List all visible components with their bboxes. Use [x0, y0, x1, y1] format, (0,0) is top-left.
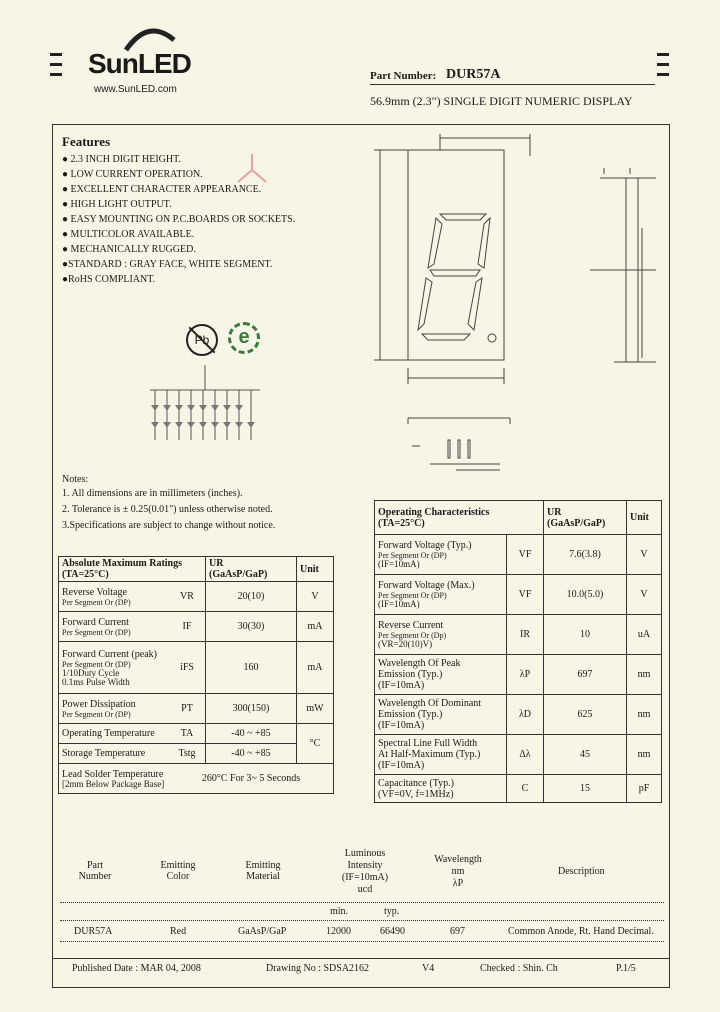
- op-row-val: 697: [544, 655, 627, 695]
- abs-header-unit: Unit: [297, 557, 334, 582]
- op-row-line: (IF=10mA): [378, 559, 420, 569]
- sel-header-line: Number: [78, 871, 112, 882]
- rohs-e-icon-label: e: [238, 326, 250, 348]
- op-row-unit: V: [627, 535, 662, 575]
- op-row-line: (VR=20(10)V): [378, 639, 433, 649]
- sel-header-line: Intensity: [347, 860, 383, 871]
- abs-row-sub: Per Segment Or (DP): [62, 597, 131, 607]
- sel-divider: [60, 920, 664, 921]
- op-row-line: Wavelength Of Peak: [378, 658, 461, 669]
- op-header-ur-label: UR: [547, 506, 562, 518]
- sel-row-typ: 66490: [380, 926, 405, 937]
- abs-row-val: -40 ~ +85: [206, 744, 297, 764]
- sel-divider: [60, 902, 664, 903]
- abs-row-sym: iFS: [169, 642, 206, 694]
- op-row-line: Forward Voltage (Max.): [378, 580, 475, 591]
- corner-mark-right: [657, 63, 669, 66]
- abs-row-unit: mW: [297, 694, 334, 724]
- footer-divider: [52, 958, 670, 959]
- op-row-param: [375, 655, 507, 695]
- sel-header-line: nm: [451, 866, 465, 877]
- footer-checked: Checked : Shin. Ch: [480, 963, 558, 974]
- abs-row-sym: PT: [169, 694, 206, 724]
- abs-row-sub: Per Segment Or (DP): [62, 627, 131, 637]
- sel-header-line: Emitting: [160, 860, 196, 871]
- abs-row-name: Reverse Voltage: [62, 586, 127, 598]
- op-row-line: Wavelength Of Dominant: [378, 698, 482, 709]
- op-row-unit: V: [627, 575, 662, 615]
- feature-item: ● 2.3 INCH DIGIT HEIGHT.: [62, 154, 181, 165]
- feature-item: ● LOW CURRENT OPERATION.: [62, 169, 203, 180]
- op-row-val: 10: [544, 615, 627, 655]
- sel-header-material: [236, 860, 290, 882]
- abs-header-ur: [206, 557, 297, 582]
- abs-row-val: 260°C For 3~ 5 Seconds: [169, 764, 334, 794]
- op-row-line: Emission (Typ.): [378, 669, 443, 680]
- abs-row-sym: IF: [169, 612, 206, 642]
- feature-item: ●RoHS COMPLIANT.: [62, 274, 156, 285]
- abs-row-val: -40 ~ +85: [206, 724, 297, 744]
- notes-title: Notes:: [62, 474, 89, 485]
- footer-drawing-number: Drawing No : SDSA2162: [266, 963, 370, 974]
- abs-row-param: Storage Temperature: [59, 744, 170, 764]
- op-row-param: [375, 535, 507, 575]
- abs-row-unit: mA: [297, 612, 334, 642]
- abs-row-val: 300(150): [206, 694, 297, 724]
- sel-header-part: [70, 860, 120, 882]
- abs-row-sub: 0.1ms Pulse Width: [62, 676, 130, 687]
- abs-row-param: [59, 612, 170, 642]
- op-row-val: 10.0(5.0): [544, 575, 627, 615]
- op-row-line: Per Segment Or (DP): [378, 591, 447, 600]
- absolute-max-ratings-table: [58, 556, 334, 794]
- abs-row-name: Forward Current: [62, 616, 129, 628]
- op-row-sym: λD: [507, 695, 544, 735]
- sel-header-typ: typ.: [384, 906, 400, 917]
- abs-header-title: Absolute Maximum Ratings: [62, 558, 183, 569]
- op-row-line: Per Segment Or (DP): [378, 551, 447, 560]
- op-row-sym: VF: [507, 535, 544, 575]
- op-row-sym: IR: [507, 615, 544, 655]
- corner-mark-left: [50, 53, 62, 56]
- op-row-param: [375, 735, 507, 775]
- note-item: 1. All dimensions are in millimeters (inches).: [62, 488, 243, 499]
- sel-header-line: Emitting: [245, 860, 281, 871]
- sel-header-min: min.: [330, 906, 349, 917]
- sel-header-wavelength: [428, 854, 488, 890]
- feature-item: ● HIGH LIGHT OUTPUT.: [62, 199, 172, 210]
- op-row-sym: λP: [507, 655, 544, 695]
- operating-characteristics-table: [374, 500, 662, 803]
- abs-header-material: (GaAsP/GaP): [209, 569, 268, 580]
- abs-row-param: [59, 694, 170, 724]
- abs-row-name: Lead Solder Temperature: [62, 768, 164, 780]
- corner-mark-right: [657, 73, 669, 76]
- abs-row-unit: V: [297, 582, 334, 612]
- feature-item: ● EXCELLENT CHARACTER APPEARANCE.: [62, 184, 262, 195]
- abs-row-name: Forward Current (peak): [62, 648, 157, 660]
- op-header-title: Operating Characteristics: [378, 506, 490, 518]
- op-row-unit: nm: [627, 695, 662, 735]
- abs-row-sym: Tstg: [169, 744, 206, 764]
- abs-row-unit: mA: [297, 642, 334, 694]
- op-row-sym: VF: [507, 575, 544, 615]
- abs-row-name: Power Dissipation: [62, 698, 136, 710]
- sel-row-wave: 697: [450, 926, 465, 937]
- sel-row-description: Common Anode, Rt. Hand Decimal.: [508, 926, 654, 937]
- op-row-param: [375, 575, 507, 615]
- op-row-line: (IF=10mA): [378, 680, 425, 691]
- abs-row-sub: [2mm Below Package Base]: [62, 778, 165, 789]
- op-row-line: Capacitance (Typ.): [378, 777, 454, 789]
- sel-row-part: DUR57A: [74, 926, 113, 937]
- abs-header-ur-label: UR: [209, 558, 224, 569]
- sel-header-luminous: [332, 848, 398, 896]
- op-row-line: Emission (Typ.): [378, 709, 443, 720]
- op-row-unit: nm: [627, 655, 662, 695]
- feature-item: ●STANDARD : GRAY FACE, WHITE SEGMENT.: [62, 259, 273, 270]
- op-header-material: (GaAsP/GaP): [547, 517, 606, 529]
- abs-row-sym: VR: [169, 582, 206, 612]
- corner-mark-left: [50, 73, 62, 76]
- feature-item: ● EASY MOUNTING ON P.C.BOARDS OR SOCKETS.: [62, 214, 296, 225]
- op-row-unit: uA: [627, 615, 662, 655]
- abs-row-val: 30(30): [206, 612, 297, 642]
- abs-row-sym: TA: [169, 724, 206, 744]
- op-header-param: [375, 501, 544, 535]
- op-row-sym: C: [507, 775, 544, 803]
- sel-row-material: GaAsP/GaP: [238, 926, 287, 937]
- op-row-line: Spectral Line Full Width: [378, 738, 478, 749]
- abs-row-sub: Per Segment Or (DP): [62, 709, 131, 719]
- corner-mark-left: [50, 63, 62, 66]
- op-row-val: 625: [544, 695, 627, 735]
- op-row-line: Forward Voltage (Typ.): [378, 540, 472, 551]
- sel-divider: [60, 941, 664, 942]
- footer-page-number: P.1/5: [616, 963, 636, 974]
- corner-mark-right: [657, 53, 669, 56]
- sel-header-line: ucd: [357, 884, 373, 895]
- abs-row-param: [59, 582, 170, 612]
- circuit-diagram: [140, 360, 270, 460]
- header-divider: [370, 84, 655, 85]
- feature-item: ● MECHANICALLY RUGGED.: [62, 244, 196, 255]
- op-row-unit: pF: [627, 775, 662, 803]
- op-row-sym: Δλ: [507, 735, 544, 775]
- op-row-line: Reverse Current: [378, 620, 444, 631]
- website-link[interactable]: www.SunLED.com: [94, 84, 177, 95]
- page-subtitle: 56.9mm (2.3") SINGLE DIGIT NUMERIC DISPLAY: [370, 94, 633, 108]
- op-row-param: [375, 695, 507, 735]
- abs-row-val: 20(10): [206, 582, 297, 612]
- op-row-line: (IF=10mA): [378, 599, 420, 609]
- note-item: 3.Specifications are subject to change without notice.: [62, 520, 276, 531]
- abs-row-sub: Per Segment Or (DP): [62, 659, 131, 669]
- abs-row-param: [59, 642, 170, 694]
- op-header-ur: [544, 501, 627, 535]
- abs-row-unit: °C: [297, 724, 334, 764]
- logo: SunLED: [88, 48, 191, 79]
- rohs-e-icon: [228, 322, 260, 354]
- footer-published-date: Published Date : MAR 04, 2008: [72, 963, 201, 974]
- sel-header-line: (IF=10mA): [341, 872, 389, 883]
- sel-header-line: Part: [86, 860, 104, 871]
- feature-item: ● MULTICOLOR AVAILABLE.: [62, 229, 195, 240]
- abs-header-cond: (TA=25°C): [62, 569, 109, 580]
- watermark-icon: [232, 150, 272, 190]
- pb-free-icon-label: Pb: [194, 333, 210, 347]
- sel-header-description: Description: [558, 866, 605, 877]
- sel-header-line: Wavelength: [434, 854, 482, 865]
- features-title: Features: [62, 134, 111, 149]
- abs-header-param: [59, 557, 206, 582]
- sel-header-line: Color: [166, 871, 190, 882]
- op-row-unit: nm: [627, 735, 662, 775]
- pb-free-slash: [189, 327, 216, 354]
- footer-version: V4: [422, 963, 435, 974]
- note-item: 2. Tolerance is ± 0.25(0.01") unless otherwise noted.: [62, 504, 273, 515]
- part-number: DUR57A: [446, 67, 501, 82]
- op-row-line: Per Segment Or (Dp): [378, 631, 447, 640]
- sel-header-line: Material: [246, 871, 280, 882]
- sel-row-color: Red: [170, 926, 187, 937]
- op-row-line: (VF=0V, f=1MHz): [378, 788, 454, 800]
- pb-free-icon: [186, 324, 218, 356]
- op-row-line: (IF=10mA): [378, 720, 425, 731]
- abs-row-param: Operating Temperature: [59, 724, 170, 744]
- sel-header-color: [152, 860, 204, 882]
- op-header-unit: Unit: [627, 501, 662, 535]
- sel-header-line: Luminous: [344, 848, 386, 859]
- op-row-val: 7.6(3.8): [544, 535, 627, 575]
- op-row-line: At Half-Maximum (Typ.): [378, 749, 481, 760]
- op-row-param: [375, 775, 507, 803]
- part-number-label: Part Number:: [370, 70, 437, 82]
- op-row-val: 45: [544, 735, 627, 775]
- mechanical-drawing: [360, 128, 660, 488]
- sel-header-line: λP: [452, 878, 464, 889]
- abs-row-param: [59, 764, 170, 794]
- op-row-param: [375, 615, 507, 655]
- op-row-val: 15: [544, 775, 627, 803]
- op-header-cond: (TA=25°C): [378, 517, 425, 529]
- op-row-line: (IF=10mA): [378, 760, 425, 771]
- sel-row-min: 12000: [326, 926, 351, 937]
- abs-row-sub: 1/10Duty Cycle: [62, 667, 120, 678]
- abs-row-val: 160: [206, 642, 297, 694]
